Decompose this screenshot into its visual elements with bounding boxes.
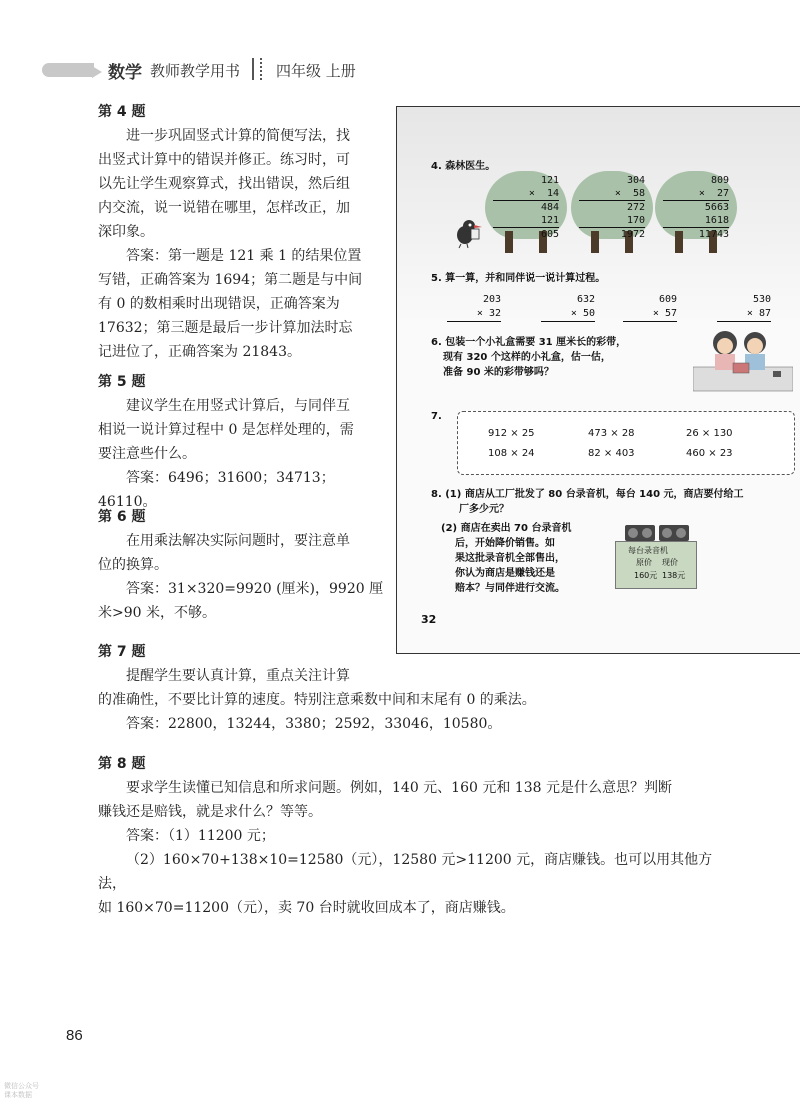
section-q7	[98, 640, 723, 736]
q6-answer-line: 米>90 米，不够。	[98, 605, 216, 621]
tree-calc-1	[485, 171, 567, 255]
calc-line: 1972	[579, 227, 645, 241]
watermark	[4, 1082, 39, 1100]
calc-line: 605	[493, 227, 559, 241]
q8-2-line: (2) 商店在卖出 70 台录音机	[441, 523, 572, 534]
header-bar-decoration	[42, 63, 94, 77]
q6-text-line: 位的换算。	[98, 557, 168, 573]
page-number: 86	[66, 1027, 83, 1044]
panel-q5-label: 5. 算一算，并和同伴说一说计算过程。	[431, 273, 606, 284]
calc-line: × 58	[614, 188, 645, 199]
calc-line: 5663	[663, 200, 729, 214]
calc-top: 632	[576, 294, 595, 305]
panel-q7-label: 7.	[431, 411, 442, 422]
book-title: 数学	[108, 63, 142, 83]
section-title-q7: 第 7 题	[98, 644, 146, 660]
calc-line: 170	[626, 215, 645, 226]
calc-top: 203	[482, 294, 501, 305]
q7-exercise-box	[457, 411, 795, 475]
q8-text-line: 要求学生读懂已知信息和所求问题。例如，140 元、160 元和 138 元是什么意思？判断	[126, 780, 672, 796]
calc-line: 11743	[663, 227, 729, 241]
q7-item: 460 × 23	[686, 448, 733, 459]
q7-text-line: 的准确性，不要比计算的速度。特别注意乘数中间和末尾有 0 的乘法。	[98, 692, 536, 708]
q4-answer-line: 17632；第三题是最后一步计算加法时忘	[98, 320, 353, 336]
calc-bottom: × 87	[717, 307, 771, 322]
q4-text-line: 深印象。	[98, 224, 154, 240]
q4-answer-line: 写错，正确答案为 1694；第二题是与中间	[98, 272, 363, 288]
section-title-q4: 第 4 题	[98, 104, 146, 120]
book-subtitle: 教师教学用书	[150, 62, 241, 80]
book-grade: 四年级 上册	[276, 62, 356, 80]
q8-answer-2-line: （2）160×70+138×10=12580（元），12580 元>11200 元，商店赚钱。也可以用其他方法，	[98, 852, 713, 892]
q8-1-line: 厂多少元？	[459, 504, 509, 515]
q4-answer-line: 答案：第一题是 121 乘 1 的结果位置	[126, 248, 362, 264]
q8-answer-2-line: 如 160×70=11200（元），卖 70 台时就收回成本了，商店赚钱。	[98, 900, 515, 916]
q4-text-line: 内交流，说一说错在哪里，怎样改正，加	[98, 200, 350, 216]
q5-calc-4	[717, 293, 771, 322]
q5-calc-1	[447, 293, 501, 322]
panel-page-number: 32	[421, 613, 437, 626]
sign-original-price: 160元	[634, 571, 658, 580]
section-title-q6: 第 6 题	[98, 509, 146, 525]
q7-item: 108 × 24	[488, 448, 535, 459]
watermark-line: 课本数据	[4, 1091, 32, 1099]
radio-illustration	[615, 521, 695, 587]
q5-calc-2	[541, 293, 595, 322]
q5-answer: 答案：6496；31600；34713；46110。	[98, 470, 335, 510]
tape-recorder-icon	[623, 521, 693, 543]
q5-text-line: 相说一说计算过程中 0 是怎样处理的，需	[98, 422, 354, 438]
section-q5	[98, 370, 386, 514]
q8-2-line: 你认为商店是赚钱还是	[455, 568, 555, 579]
section-q8	[98, 752, 723, 920]
sign-now-label: 现价	[662, 558, 678, 567]
section-q6	[98, 505, 386, 625]
q8-1-line: 8. (1) 商店从工厂批发了 80 台录音机，每台 140 元，商店要付给工	[431, 489, 744, 500]
panel-q6-text	[431, 335, 626, 380]
q5-calc-3	[623, 293, 677, 322]
section-title-q8: 第 8 题	[98, 756, 146, 772]
q8-2-line: 后，开始降价销售。如	[455, 538, 555, 549]
calc-bottom: × 57	[623, 307, 677, 322]
q5-text-line: 要注意些什么。	[98, 446, 196, 462]
q6-answer-line: 答案：31×320=9920 (厘米)，9920 厘	[126, 581, 384, 597]
woodpecker-icon	[449, 215, 483, 249]
q7-item: 912 × 25	[488, 428, 535, 439]
panel-q4-label: 4. 森林医生。	[431, 161, 496, 172]
q7-text-line: 提醒学生要认真计算，重点关注计算	[126, 668, 350, 684]
sign-original-label: 原价	[636, 558, 652, 567]
children-illustration	[693, 327, 793, 393]
section-q4	[98, 100, 386, 364]
q7-item: 26 × 130	[686, 428, 733, 439]
calc-bottom: × 50	[541, 307, 595, 322]
calc-line: 272	[579, 200, 645, 214]
calc-line: × 14	[528, 188, 559, 199]
q5-text-line: 建议学生在用竖式计算后，与同伴互	[126, 398, 350, 414]
calc-line: 304	[626, 175, 645, 186]
q8-2-line: 赔本？与同伴进行交流。	[455, 583, 565, 594]
tree-calc-3	[655, 171, 737, 255]
calc-line: 121	[540, 175, 559, 186]
q6-text-line: 在用乘法解决实际问题时，要注意单	[126, 533, 350, 549]
q4-answer-line: 记进位了，正确答案为 21843。	[98, 344, 301, 360]
q6-line: 现有 320 个这样的小礼盒，估一估，	[443, 352, 611, 363]
textbook-page-panel	[396, 106, 800, 654]
q7-item: 473 × 28	[588, 428, 635, 439]
panel-q8-1-text	[431, 487, 744, 517]
tree-calc-2	[571, 171, 653, 255]
price-sign	[615, 541, 697, 589]
q8-2-line: 果这批录音机全部售出，	[455, 553, 565, 564]
header-arrow-decoration	[92, 66, 102, 78]
q6-line: 准备 90 米的彩带够吗？	[443, 367, 554, 378]
q4-text-line: 进一步巩固竖式计算的简便写法，找	[126, 128, 350, 144]
calc-line: 809	[710, 175, 729, 186]
calc-bottom: × 32	[447, 307, 501, 322]
calc-line: × 27	[698, 188, 729, 199]
q4-text-line: 以先让学生观察算式，找出错误，然后组	[98, 176, 350, 192]
q8-answer-1: 答案：（1）11200 元；	[126, 828, 275, 844]
calc-line: 1618	[704, 215, 729, 226]
calc-line: 484	[493, 200, 559, 214]
q6-line: 6. 包装一个小礼盒需要 31 厘米长的彩带，	[431, 337, 627, 348]
q4-answer-line: 有 0 的数相乘时出现错误，正确答案为	[98, 296, 340, 312]
sign-title: 每台录音机	[628, 546, 668, 555]
q7-item: 82 × 403	[588, 448, 635, 459]
calc-top: 530	[752, 294, 771, 305]
q8-text-line: 赚钱还是赔钱，就是求什么？等等。	[98, 804, 322, 820]
watermark-line: 微信公众号	[4, 1082, 39, 1090]
panel-q8-2-text	[441, 521, 571, 596]
calc-line: 121	[540, 215, 559, 226]
header-separator	[252, 58, 262, 80]
section-title-q5: 第 5 题	[98, 374, 146, 390]
sign-now-price: 138元	[662, 571, 686, 580]
calc-top: 609	[658, 294, 677, 305]
q7-answer: 答案：22800，13244，3380；2592，33046，10580。	[126, 716, 502, 732]
q4-text-line: 出竖式计算中的错误并修正。练习时，可	[98, 152, 350, 168]
